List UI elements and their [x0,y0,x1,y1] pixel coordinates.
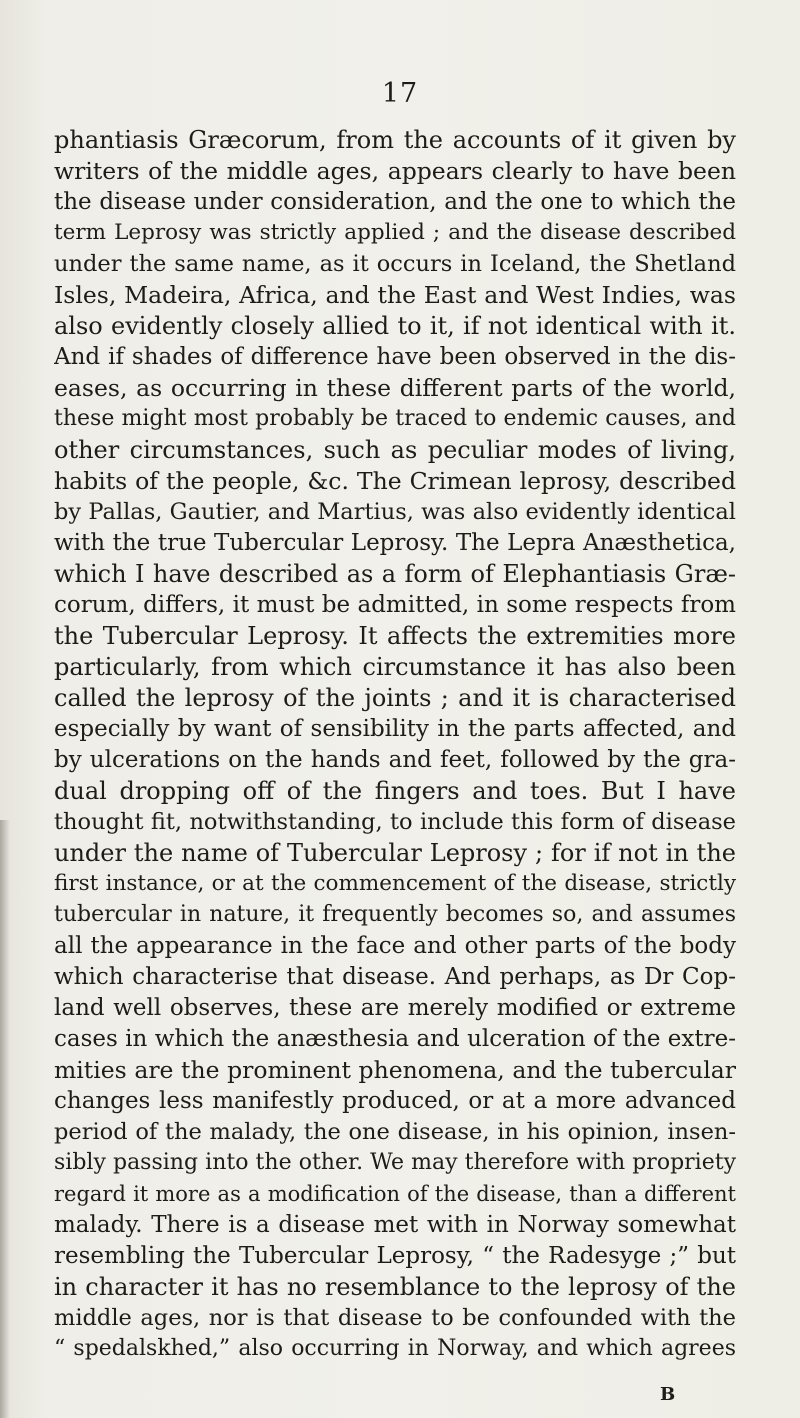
text-line: “ spedalskhed,” also occurring in Norway, and which agrees [54,1336,736,1361]
text-line: in character it has no resemblance to the leprosy of the [54,1273,736,1301]
text-line: with the true Tubercular Leprosy. The Lepra Anæsthetica, [54,530,736,556]
text-line: period of the malady, the one disease, in his opinion, insen- [54,1119,736,1145]
text-line: Isles, Madeira, Africa, and the East and West Indies, was [54,281,736,309]
text-line: tubercular in nature, it frequently becomes so, and assumes [54,902,736,927]
text-line: land well observes, these are merely modified or extreme [54,995,736,1021]
text-line: regard it more as a modification of the disease, than a different [54,1182,736,1206]
text-line: corum, differs, it must be admitted, in some respects from [54,592,736,618]
text-line: by Pallas, Gautier, and Martius, was also evidently identical [54,499,736,525]
text-line: the Tubercular Leprosy. It affects the extremities more [54,622,736,650]
text-line: particularly, from which circumstance it has also been [54,653,736,681]
text-line: habits of the people, &c. The Crimean leprosy, described [54,467,736,495]
text-line: eases, as occurring in these different parts of the world, [54,374,736,402]
text-line: mities are the prominent phenomena, and the tubercular [54,1056,736,1084]
page-number: 17 [381,78,419,109]
text-line: changes less manifestly produced, or at a more advanced [54,1088,736,1114]
text-line: other circumstances, such as peculiar modes of living, [54,436,736,464]
text-line: these might most probably be traced to endemic causes, and [54,406,736,431]
text-line: thought fit, notwithstanding, to include this form of disease [54,809,736,835]
text-line: by ulcerations on the hands and feet, followed by the gra- [54,747,736,773]
text-line: which characterise that disease. And perhaps, as Dr Cop- [54,964,736,990]
text-line: writers of the middle ages, appears clearly to have been [54,157,736,185]
text-line: malady. There is a disease met with in Norway somewhat [54,1212,736,1238]
text-line: cases in which the anæsthesia and ulceration of the extre- [54,1026,736,1052]
text-line: the disease under consideration, and the one to which the [54,189,736,215]
text-line: especially by want of sensibility in the parts affected, and [54,716,736,742]
text-line: middle ages, nor is that disease to be confounded with the [54,1305,736,1331]
text-line: sibly passing into the other. We may therefore with propriety [54,1150,736,1175]
text-line: term Leprosy was strictly applied ; and the disease described [54,220,736,245]
text-line: phantiasis Græcorum, from the accounts of it given by [54,126,736,154]
text-line: called the leprosy of the joints ; and it is characterised [54,684,736,712]
text-line: which I have described as a form of Elephantiasis Græ- [54,560,736,588]
text-line: first instance, or at the commencement of the disease, strictly [54,871,736,896]
text-line: under the name of Tubercular Leprosy ; for if not in the [54,839,736,867]
text-line: And if shades of difference have been observed in the dis- [54,344,736,370]
page-gutter-shadow [0,820,10,1418]
text-line: all the appearance in the face and other parts of the body [54,933,736,959]
signature-mark: B [660,1384,677,1405]
text-line: resembling the Tubercular Leprosy, “ the Radesyge ;” but [54,1243,736,1269]
text-line: under the same name, as it occurs in Iceland, the Shetland [54,251,736,277]
text-line: also evidently closely allied to it, if not identical with it. [54,312,736,340]
text-line: dual dropping off of the fingers and toes. But I have [54,777,736,805]
